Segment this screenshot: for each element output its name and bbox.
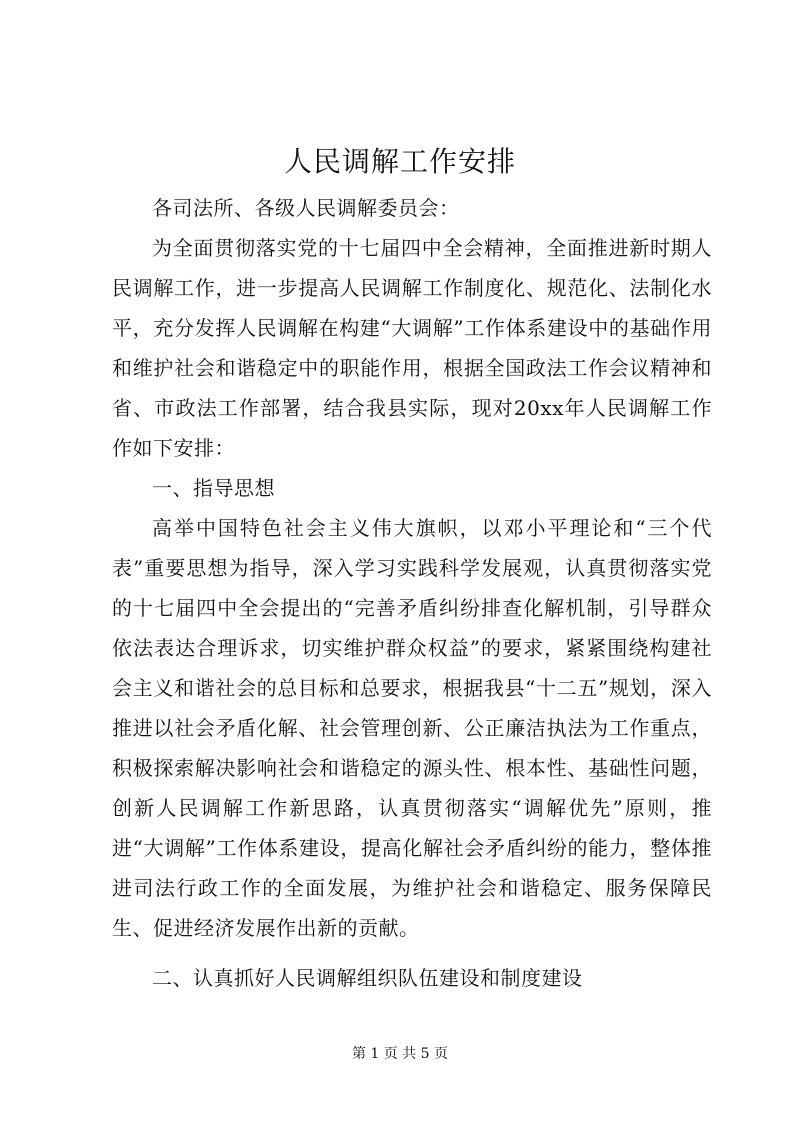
guiding-ideology-paragraph: 高举中国特色社会主义伟大旗帜，以邓小平理论和“三个代表”重要思想为指导，深入学习实践科学发展观，认真贯彻落实党的十七届四中全会提出的“完善矛盾纠纷排查化解机制，引导群众依法表达合理诉求，切实维护群众权益”的要求，紧紧围绕构建社会主义和谐社会的总目标和总要求，根据我县“十二五”规划，深入推进以社会矛盾化解、社会管理创新、公正廉洁执法为工作重点，积极探索解决影响社会和谐稳定的源头性、根本性、基础性问题，创新人民调解工作新思路，认真贯彻落实“调解优先”原则，推进“大调解”工作体系建设，提高化解社会矛盾纠纷的能力，整体推进司法行政工作的全面发展，为维护社会和谐稳定、服务保障民生、促进经济发展作出新的贡献。: [112, 516, 712, 940]
page-number: 第 1 页: [351, 1046, 398, 1062]
page-footer: [0, 1044, 800, 1064]
page-total: 共 5 页: [402, 1046, 449, 1062]
document-body: [112, 188, 712, 998]
document-title: 人民调解工作安排: [283, 145, 516, 178]
section-heading-guiding-ideology: 一、指导思想: [152, 476, 275, 500]
intro-paragraph: 为全面贯彻落实党的十七届四中全会精神，全面推进新时期人民调解工作，进一步提高人民调解工作制度化、规范化、法制化水平，充分发挥人民调解在构建“大调解”工作体系建设中的基础作用和维护社会和谐稳定中的职能作用，根据全国政法工作会议精神和省、市政法工作部署，结合我县实际，现对20xx年人民调解工作作如下安排：: [112, 236, 712, 460]
section-heading-organization-building: 二、认真抓好人民调解组织队伍建设和制度建设: [152, 966, 583, 990]
salutation: 各司法所、各级人民调解委员会：: [152, 196, 460, 220]
